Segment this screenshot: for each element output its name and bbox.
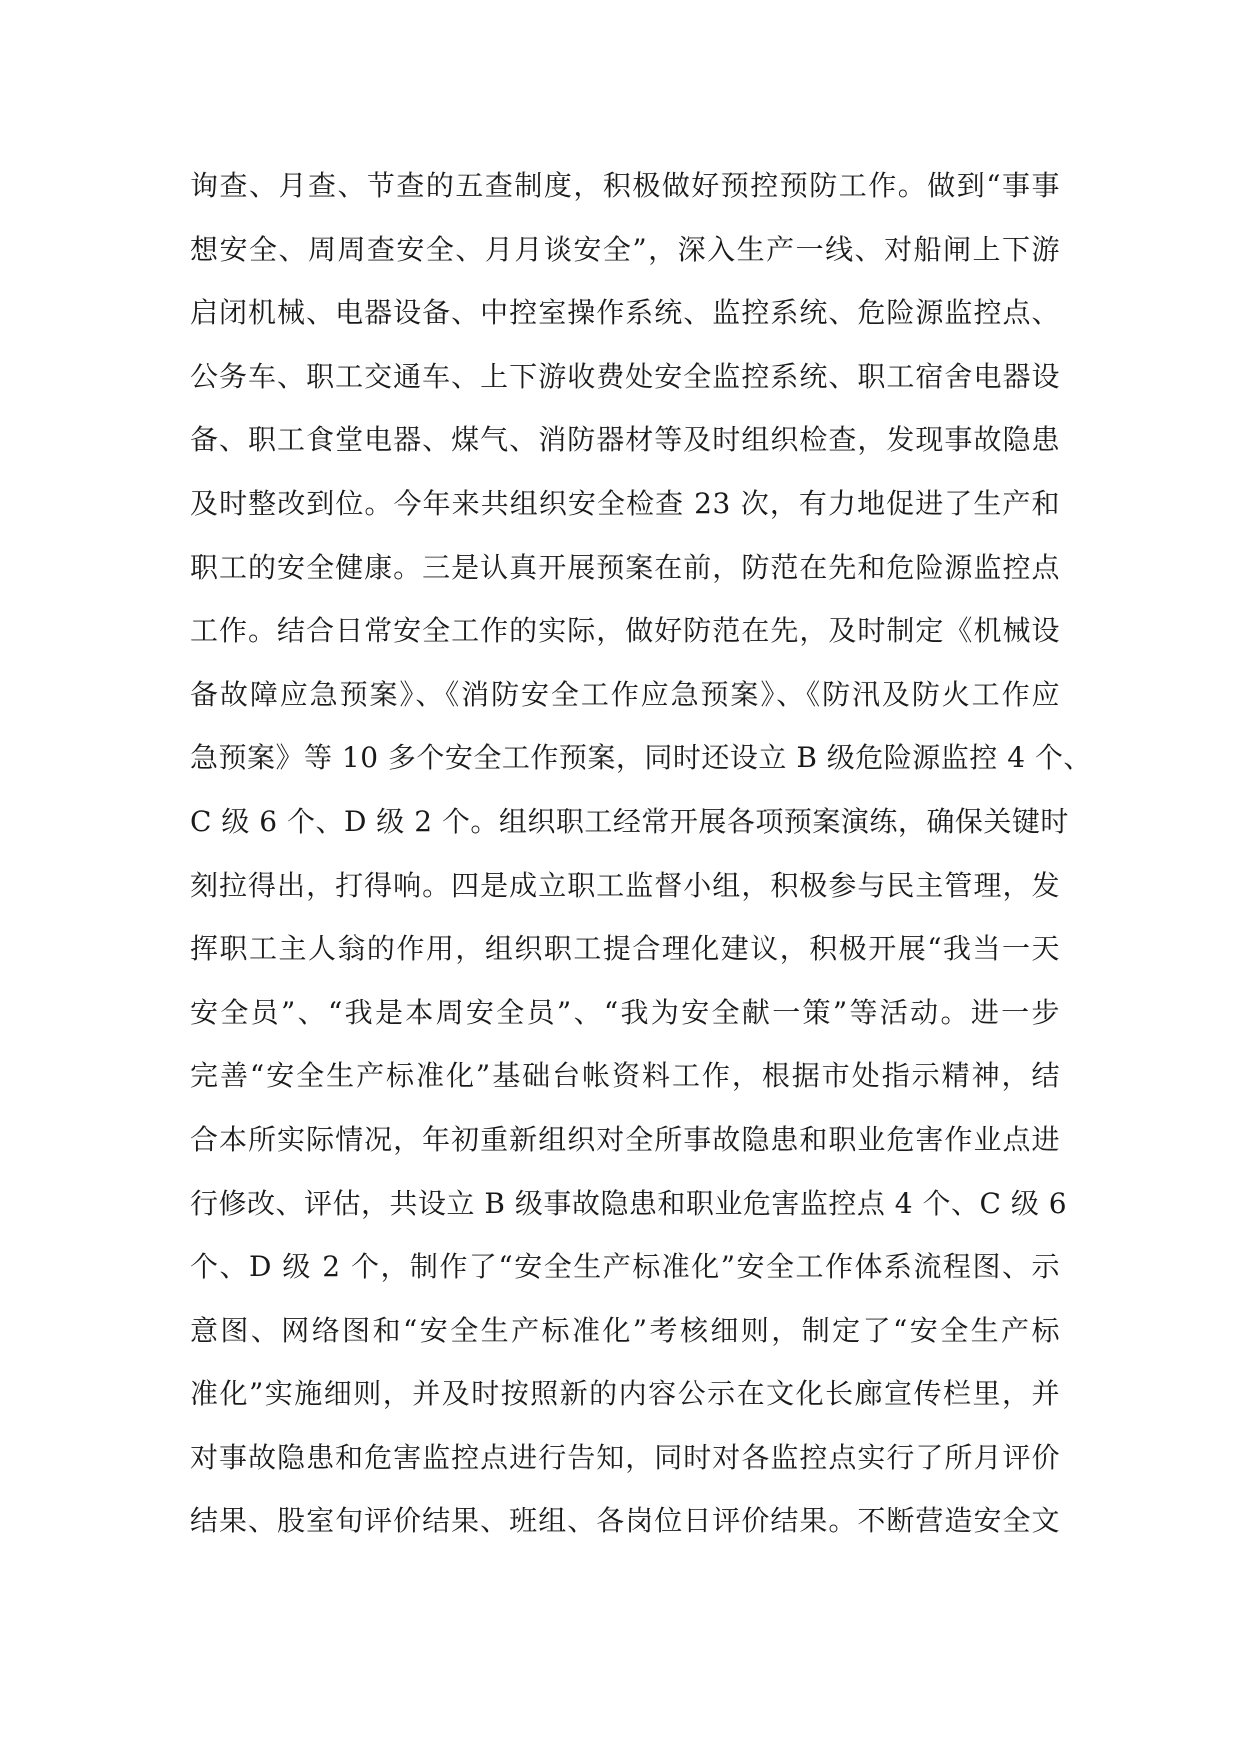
text-line: 结果、股室旬评价结果、班组、各岗位日评价结果。不断营造安全文 xyxy=(190,1504,1060,1538)
text-line: 意图、网络图和“安全生产标准化”考核细则，制定了“安全生产标 xyxy=(190,1313,1060,1347)
body-text xyxy=(190,154,1092,1553)
text-line: C 级 6 个、D 级 2 个。组织职工经常开展各项预案演练，确保关键时 xyxy=(190,804,1069,838)
text-line: 询查、月查、节查的五查制度，积极做好预控预防工作。做到“事事 xyxy=(190,169,1060,202)
text-line: 启闭机械、电器设备、中控室操作系统、监控系统、危险源监控点、 xyxy=(190,296,1060,330)
text-line: 行修改、评估，共设立 B 级事故隐患和职业危害监控点 4 个、C 级 6 xyxy=(190,1186,1068,1220)
text-line: 备、职工食堂电器、煤气、消防器材等及时组织检查，发现事故隐患 xyxy=(190,423,1060,457)
text-line: 公务车、职工交通车、上下游收费处安全监控系统、职工宿舍电器设 xyxy=(190,359,1060,393)
text-line: 对事故隐患和危害监控点进行告知，同时对各监控点实行了所月评价 xyxy=(190,1440,1060,1474)
text-line: 完善“安全生产标准化”基础台帐资料工作，根据市处指示精神，结 xyxy=(190,1059,1060,1093)
text-line: 刻拉得出，打得响。四是成立职工监督小组，积极参与民主管理，发 xyxy=(190,868,1060,902)
text-line: 挥职工主人翁的作用，组织职工提合理化建议，积极开展“我当一天 xyxy=(190,932,1060,966)
text-line: 合本所实际情况，年初重新组织对全所事故隐患和职业危害作业点进 xyxy=(190,1122,1060,1156)
text-line: 职工的安全健康。三是认真开展预案在前，防范在先和危险源监控点 xyxy=(190,550,1060,584)
text-line: 备故障应急预案》、《消防安全工作应急预案》、《防汛及防火工作应 xyxy=(190,677,1060,711)
text-line: 个、D 级 2 个，制作了“安全生产标准化”安全工作体系流程图、示 xyxy=(190,1250,1060,1284)
text-line: 急预案》等 10 多个安全工作预案，同时还设立 B 级危险源监控 4 个、 xyxy=(190,741,1092,775)
text-line: 安全员”、“我是本周安全员”、“我为安全献一策”等活动。进一步 xyxy=(190,995,1060,1029)
text-line: 及时整改到位。今年来共组织安全检查 23 次，有力地促进了生产和 xyxy=(190,486,1060,520)
text-line: 准化”实施细则，并及时按照新的内容公示在文化长廊宣传栏里，并 xyxy=(190,1377,1060,1411)
text-line: 想安全、周周查安全、月月谈安全”，深入生产一线、对船闸上下游 xyxy=(190,232,1060,266)
text-line: 工作。结合日常安全工作的实际，做好防范在先，及时制定《机械设 xyxy=(190,614,1060,648)
